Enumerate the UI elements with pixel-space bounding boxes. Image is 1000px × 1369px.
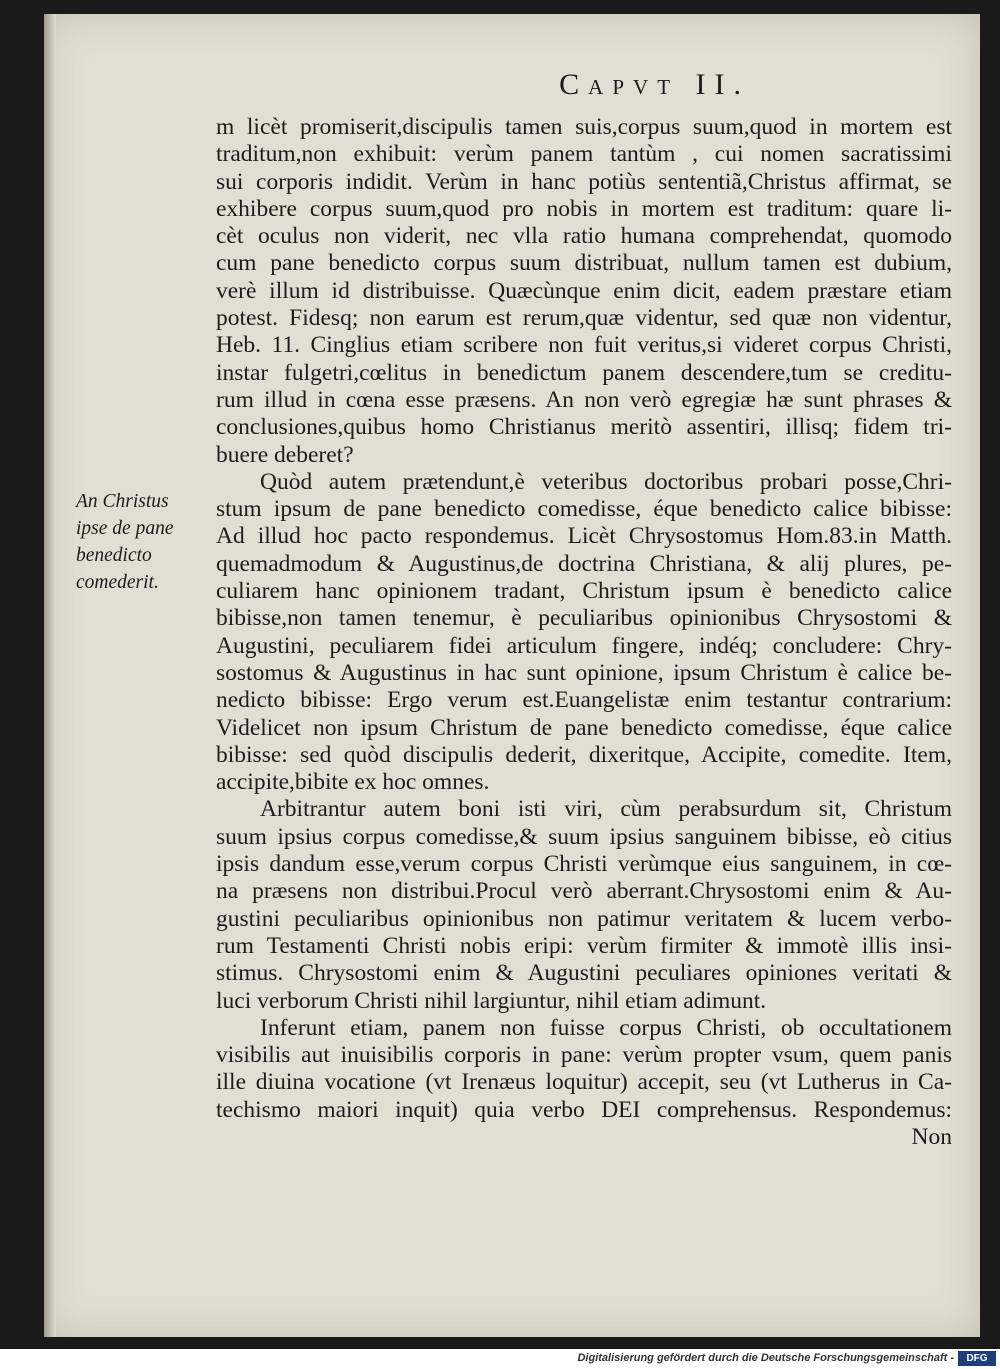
text-line: accipite,bibite ex hoc omnes.	[216, 769, 490, 796]
text-line: traditum,non exhibuit: verùm panem tantùm , cui nomen sacratissimi	[216, 141, 952, 168]
text-line: culiarem hanc opinionem tradant, Christum ipsum è benedicto calice	[216, 578, 952, 605]
text-line: potest. Fidesq; non earum est rerum,quæ videntur, sed quæ non videntur,	[216, 305, 952, 332]
text-line: Quòd autem prætendunt,è veteribus doctoribus probari posse,Chri-	[260, 468, 952, 495]
book-page	[44, 14, 980, 1337]
text-line: Videlicet non ipsum Christum de pane benedicto comedisse, éque calice	[216, 714, 952, 741]
text-line: cum pane benedicto corpus suum distribuat, nullum tamen est dubium,	[216, 250, 952, 277]
text-line: exhibere corpus suum,quod pro nobis in mortem est traditum: quare li-	[216, 195, 952, 222]
text-line: verè illum id distribuisse. Quæcùnque enim dicit, eadem præstare etiam	[216, 277, 952, 304]
text-line: na præsens non distribui.Procul verò aberrant.Chrysostomi enim & Au-	[216, 878, 952, 905]
margin-note-line: An Christus	[76, 491, 169, 512]
body-text	[216, 114, 952, 1151]
text-line: cèt oculus non viderit, nec vlla ratio humana comprehendat, quomodo	[216, 223, 952, 250]
margin-note	[76, 488, 186, 596]
footer-credit: Digitalisierung gefördert durch die Deutsche Forschungsgemeinschaft -	[577, 1352, 954, 1364]
text-line: suum ipsius corpus comedisse,& suum ipsius sanguinem bibisse, eò citius	[216, 823, 952, 850]
running-head: Capvt II.	[559, 68, 750, 101]
page-edge-shadow	[44, 14, 56, 1337]
text-line: Arbitrantur autem boni isti viri, cùm perabsurdum sit, Christum	[260, 796, 952, 823]
text-line: luci verborum Christi nihil largiuntur, nihil etiam adimunt.	[216, 987, 767, 1014]
text-line: bibisse: sed quòd discipulis dederit, dixeritque, Accipite, comedite. Item,	[216, 741, 952, 768]
text-line: rum Testamenti Christi nobis eripi: verùm firmiter & immotè illis insi-	[216, 932, 952, 959]
text-line: ille diuina vocatione (vt Irenæus loquitur) accepit, seu (vt Lutherus in Ca-	[216, 1069, 952, 1096]
text-line: sui corporis indidit. Verùm in hanc potiùs sententiã,Christus affirmat, se	[216, 168, 952, 195]
text-line: conclusiones,quibus homo Christianus meritò assentiri, illisq; fidem tri-	[216, 414, 952, 441]
margin-note-line: benedicto	[76, 545, 152, 566]
text-line: gustini peculiaribus opinionibus non patimur veritatem & lucem verbo-	[216, 905, 952, 932]
text-line: rum illud in cœna esse præsens. An non verò egregiæ hæ sunt phrases &	[216, 386, 952, 413]
text-line: m licèt promiserit,discipulis tamen suis,corpus suum,quod in mortem est	[216, 114, 952, 140]
margin-note-line: ipse de pane	[76, 518, 174, 539]
text-line: bibisse,non tamen tenemur, è peculiaribus opinionibus Chrysostomi &	[216, 605, 952, 632]
text-line: visibilis aut inuisibilis corporis in pane: verùm propter vsum, quem panis	[216, 1042, 952, 1069]
text-line: Non	[911, 1123, 952, 1150]
text-line: stimus. Chrysostomi enim & Augustini peculiares opiniones veritati &	[216, 960, 952, 987]
dfg-logo: DFG	[958, 1351, 996, 1366]
text-line: Augustini, peculiarem fidei articulum fingere, indéq; concludere: Chry-	[216, 632, 952, 659]
text-line: nedicto bibisse: Ergo verum est.Euangelistæ enim testantur contrarium:	[216, 687, 952, 714]
margin-note-line: comederit.	[76, 572, 159, 593]
text-line: stum ipsum de pane benedicto comedisse, éque benedicto calice bibisse:	[216, 496, 952, 523]
text-line: Ad illud hoc pacto respondemus. Licèt Chrysostomus Hom.83.in Matth.	[216, 523, 952, 550]
text-line: buere deberet?	[216, 441, 354, 468]
text-line: sostomus & Augustinus in hac sunt opinione, ipsum Christum è calice be-	[216, 659, 952, 686]
text-line: Inferunt etiam, panem non fuisse corpus Christi, ob occultationem	[260, 1014, 952, 1041]
text-line: techismo maiori inquit) quia verbo DEI comprehensus. Respondemus:	[216, 1096, 952, 1123]
text-line: quemadmodum & Augustinus,de doctrina Christiana, & alij plures, pe-	[216, 550, 952, 577]
text-line: instar fulgetri,cœlitus in benedictum panem descendere,tum se creditu-	[216, 359, 952, 386]
footer-bar	[0, 1349, 1000, 1369]
text-line: Heb. 11. Cinglius etiam scribere non fuit veritus,si videret corpus Christi,	[216, 332, 952, 359]
text-line: ipsis dandum esse,verum corpus Christi verùmque eius sanguinem, in cœ-	[216, 851, 952, 878]
